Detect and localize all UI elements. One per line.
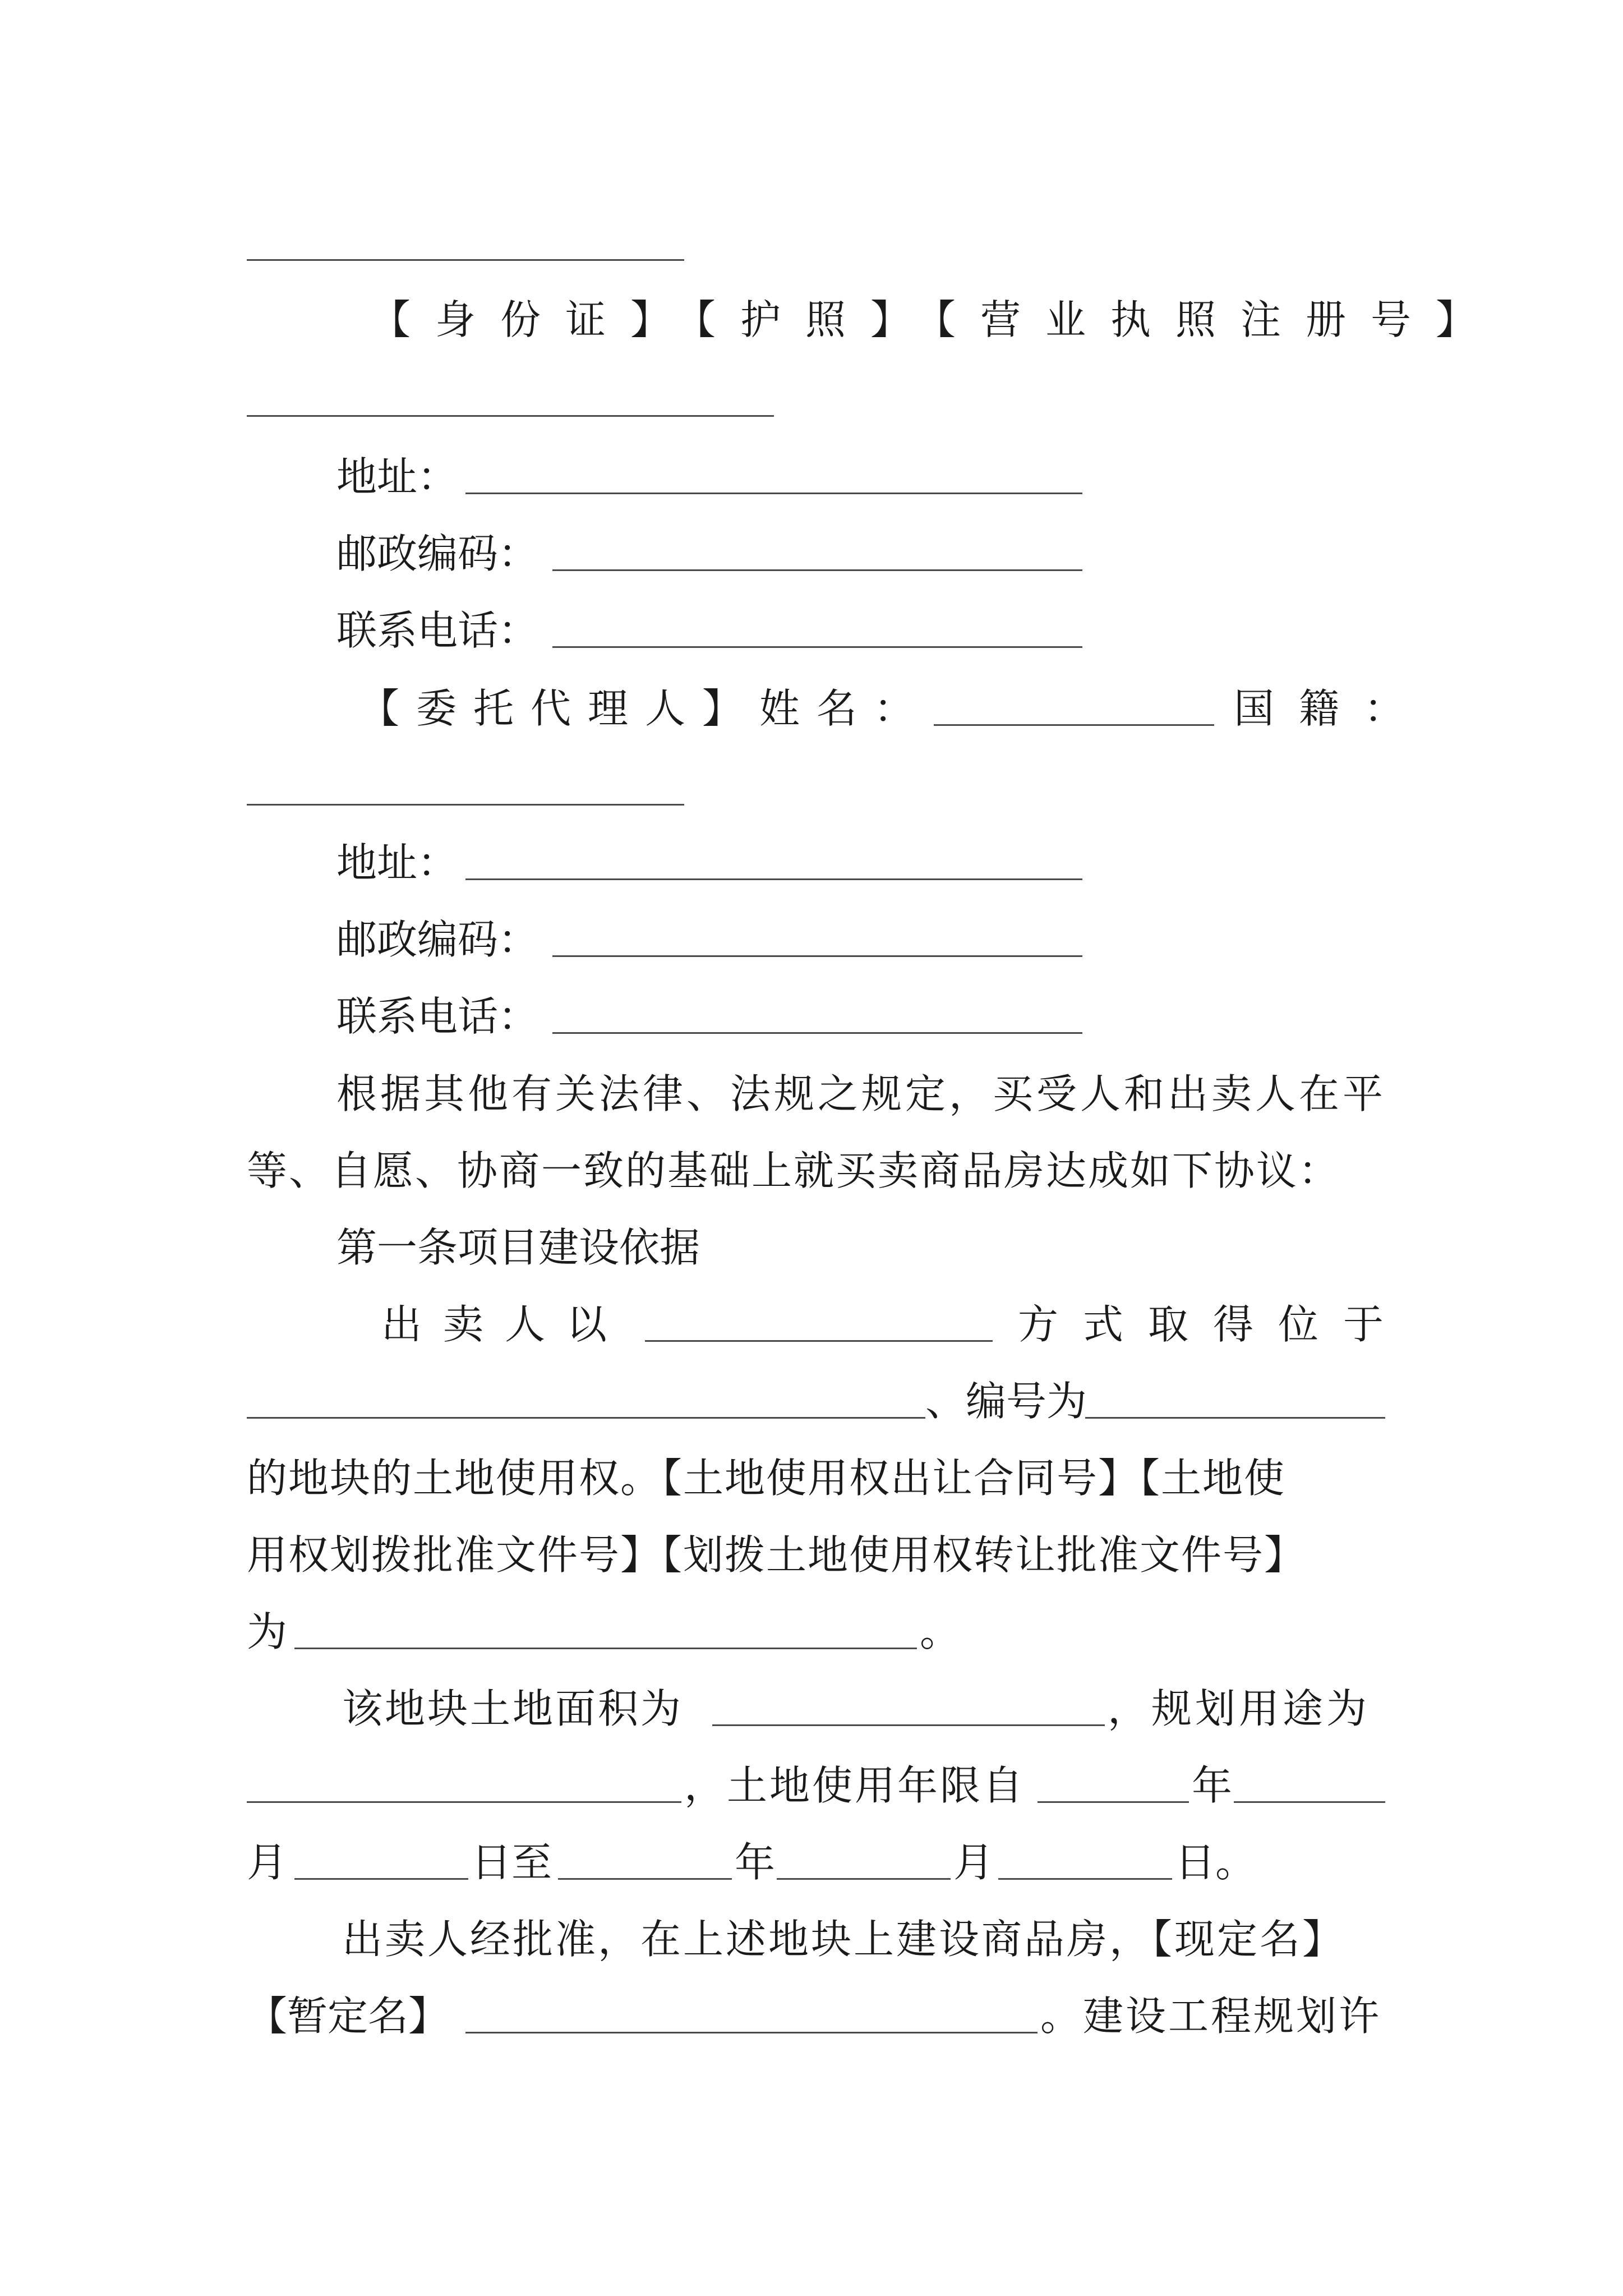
art1-p2-line3-e <box>1175 1834 1256 1890</box>
art1-start-month-blank[interactable] <box>1234 1801 1385 1803</box>
art1-p1-text-b: 方式取得位于 <box>1018 1301 1409 1348</box>
art1-p1-text-a: 出卖人以 <box>381 1301 629 1348</box>
art1-p1-text-d: 的地块的土地使用权。【土地使用权出让合同号】【土地使 <box>247 1455 1286 1502</box>
blank-line-top <box>247 259 684 261</box>
art1-p2-text-g: 年 <box>735 1839 776 1886</box>
intro-text-2: 等、自愿、协商一致的基础上就买卖商品房达成如下协议： <box>247 1147 1341 1194</box>
address-label-2: 地址： <box>336 839 458 886</box>
id-types-line <box>370 292 1501 348</box>
intro-line-1 <box>336 1066 1386 1122</box>
phone-label-2: 联系电话： <box>336 993 539 1040</box>
art1-project-name-blank[interactable] <box>465 2032 1038 2033</box>
art1-p1-text-f: 为 <box>247 1608 288 1655</box>
art1-p2-line1-b <box>1108 1681 1370 1737</box>
id-types-text: 【身份证】【护照】【营业执照注册号】 <box>370 296 1501 343</box>
intro-text-1: 根据其他有关法律、法规之规定，买受人和出卖人在平 <box>336 1070 1387 1117</box>
art1-p2-text-b: ，规划用途为 <box>1108 1685 1371 1732</box>
art1-p2-text-e: 月 <box>247 1839 288 1886</box>
art1-document-number-blank[interactable] <box>294 1648 917 1649</box>
address-row-2 <box>336 835 458 891</box>
art1-p2-text-a: 该地块土地面积为 <box>342 1685 684 1732</box>
art1-p2-text-i: 日。 <box>1175 1839 1256 1886</box>
art1-end-month-blank[interactable] <box>777 1878 951 1880</box>
art1-p1-text-c: 、编号为 <box>925 1378 1087 1425</box>
art1-p3-line1 <box>342 1911 1345 1967</box>
art1-p1-line3 <box>247 1450 1285 1506</box>
phone-row-2 <box>336 988 538 1045</box>
address-label-1: 地址： <box>336 453 458 500</box>
art1-p2-text-h: 月 <box>953 1839 994 1886</box>
article-1-heading <box>336 1220 700 1276</box>
nationality-label: 国籍： <box>1234 685 1430 732</box>
art1-number-blank[interactable] <box>1085 1417 1385 1419</box>
art1-p2-line1-a <box>342 1681 683 1737</box>
art1-p1-text-g: 。 <box>920 1608 961 1655</box>
art1-end-day-blank[interactable] <box>998 1878 1172 1880</box>
postal-label-2: 邮政编码： <box>336 916 539 963</box>
art1-acquire-method-blank[interactable] <box>645 1340 993 1342</box>
art1-p1-line5-a <box>247 1604 287 1660</box>
art1-p1-text-e: 用权划拨批准文件号】【划拨土地使用权转让批准文件号】 <box>247 1531 1306 1579</box>
art1-p1-line1-b <box>1018 1296 1408 1352</box>
art1-p1-line5-b <box>920 1604 960 1660</box>
postal-row-1 <box>336 526 538 582</box>
art1-end-year-blank[interactable] <box>558 1878 732 1880</box>
art1-p2-line2-c <box>1192 1757 1232 1814</box>
art1-use-blank[interactable] <box>247 1801 681 1803</box>
art1-p1-line4 <box>247 1527 1306 1583</box>
art1-land-area-blank[interactable] <box>712 1724 1105 1726</box>
art1-start-day-blank[interactable] <box>294 1878 468 1880</box>
art1-p2-line3-c <box>735 1834 775 1890</box>
postal-row-2 <box>336 912 538 968</box>
blank-line-id-number <box>247 415 774 417</box>
nationality-label-wrap <box>1234 680 1429 737</box>
intro-line-2 <box>247 1143 1340 1199</box>
article-1-heading-text: 第一条项目建设依据 <box>336 1224 700 1271</box>
art1-start-year-blank[interactable] <box>1038 1801 1189 1803</box>
art1-p2-line2-b <box>684 1757 1025 1814</box>
phone-row-1 <box>336 602 538 659</box>
address-row-1 <box>336 449 458 505</box>
agent-name-blank[interactable] <box>934 724 1214 726</box>
phone-label-1: 联系电话： <box>336 607 539 654</box>
address-blank-2[interactable] <box>465 878 1082 880</box>
art1-p3-line2-a <box>247 1988 449 2044</box>
postal-blank-2[interactable] <box>552 955 1082 957</box>
art1-p2-text-c: ，土地使用年限自 <box>684 1762 1026 1809</box>
art1-p3-text-c: 。建设工程规划许 <box>1040 1993 1382 2040</box>
agent-label: 【委托代理人】姓名： <box>359 685 932 732</box>
art1-p2-line3-b <box>471 1834 552 1890</box>
postal-blank-1[interactable] <box>552 569 1082 571</box>
phone-blank-2[interactable] <box>552 1032 1082 1034</box>
art1-p3-text-a: 出卖人经批准，在上述地块上建设商品房，【现定名】 <box>342 1916 1345 1963</box>
art1-p2-line3-d <box>953 1834 994 1890</box>
address-blank-1[interactable] <box>465 493 1082 494</box>
art1-p3-line2-b <box>1040 1988 1381 2044</box>
art1-p2-line3-a <box>247 1834 287 1890</box>
art1-p2-text-d: 年 <box>1192 1762 1233 1809</box>
art1-location-blank[interactable] <box>247 1417 925 1419</box>
art1-p2-text-f: 日至 <box>471 1839 552 1886</box>
art1-p1-line1-a <box>381 1296 628 1352</box>
nationality-blank[interactable] <box>247 804 684 806</box>
phone-blank-1[interactable] <box>552 646 1082 648</box>
art1-p3-text-b: 【暂定名】 <box>247 1993 449 2040</box>
art1-p1-line2-b <box>925 1373 1087 1429</box>
postal-label-1: 邮政编码： <box>336 530 539 577</box>
